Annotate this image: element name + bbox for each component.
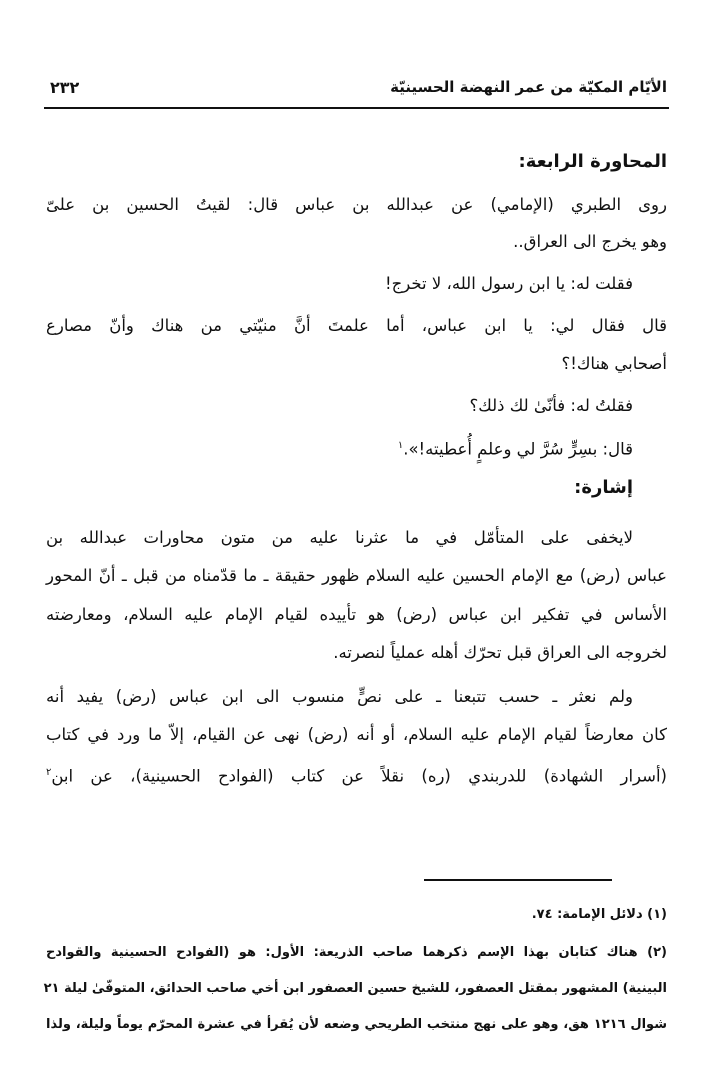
- footnote-2-cont: البينية) المشهور بمقتل العصفور، للشيخ حسين العصفور ابن أخي صاحب الحدائق، المتوفّىٰ ليلة ٢١: [43, 981, 667, 996]
- header-rule: [44, 107, 669, 109]
- footnote-2-cont: شوال ١٢١٦ هق، وهو على نهج منتخب الطريحي وضعه لأن يُقرأ في عشرة المحرّم يوماً وليلة، ولذا: [46, 1017, 667, 1032]
- section-heading: المحاورة الرابعة:: [518, 151, 667, 172]
- section-heading: إشارة:: [574, 477, 633, 498]
- text-line: قال فقال لي: يا ابن عباس، أما علمتَ أنَّ منيّتي من هناك وأنّ مصارع: [46, 316, 667, 335]
- footnote-ref-2[interactable]: ٢: [46, 767, 52, 778]
- footnote-rule: [424, 879, 612, 881]
- text-line: فقلتُ له: فأنّىٰ لك ذلك؟: [469, 396, 633, 415]
- text-line: فقلت له: يا ابن رسول الله، لا تخرج!: [385, 274, 633, 293]
- text-span: (أسرار الشهادة) للدربندي (ره) نقلاً عن كتاب (الفوادح الحسينية)، عن ابن: [51, 766, 667, 786]
- page-number: ٢٣٢: [50, 78, 80, 97]
- quote-text: قال: بسِرٍّ سُرَّ لي وعلمٍ أُعطيته!».: [403, 439, 633, 459]
- text-line: لايخفى على المتأمّل في ما عثرنا عليه من متون محاورات عبدالله بن: [46, 528, 633, 547]
- text-line: [398, 434, 633, 462]
- text-line: [46, 761, 667, 789]
- text-line: عباس (رض) مع الإمام الحسين عليه السلام ظهور حقيقة ـ ما قدّمناه من قبل ـ أنّ المحور: [46, 566, 667, 585]
- text-line: أصحابي هناك!؟: [561, 354, 667, 373]
- text-line: روى الطبري (الإمامي) عن عبدالله بن عباس قال: لقيتُ الحسين بن علىّ: [46, 195, 667, 214]
- text-line: لخروجه الى العراق قبل تحرّك أهله عملياً لنصرته.: [333, 643, 667, 662]
- footnote-ref-1[interactable]: ١: [397, 440, 404, 451]
- footnote-2: (٢) هناك كتابان بهذا الإسم ذكرهما صاحب الذريعة: الأول: هو (الفوادح الحسينية والقوادح: [46, 945, 667, 960]
- footnote-1: (١) دلائل الإمامة: ٧٤.: [531, 907, 667, 922]
- text-line: كان معارضاً لقيام الإمام عليه السلام، أو أنه (رض) نهى عن القيام، إلاّ ما ورد في كتاب: [46, 725, 667, 744]
- text-line: وهو يخرج الى العراق..: [513, 232, 667, 251]
- text-line: الأساس في تفكير ابن عباس (رض) هو تأييده لقيام الإمام عليه السلام، ومعارضته: [46, 605, 667, 624]
- header-title: الأيّام المكيّة من عمر النهضة الحسينيّة: [390, 78, 667, 96]
- text-line: ولم نعثر ـ حسب تتبعنا ـ على نصٍّ منسوب الى ابن عباس (رض) يفيد أنه: [46, 687, 633, 706]
